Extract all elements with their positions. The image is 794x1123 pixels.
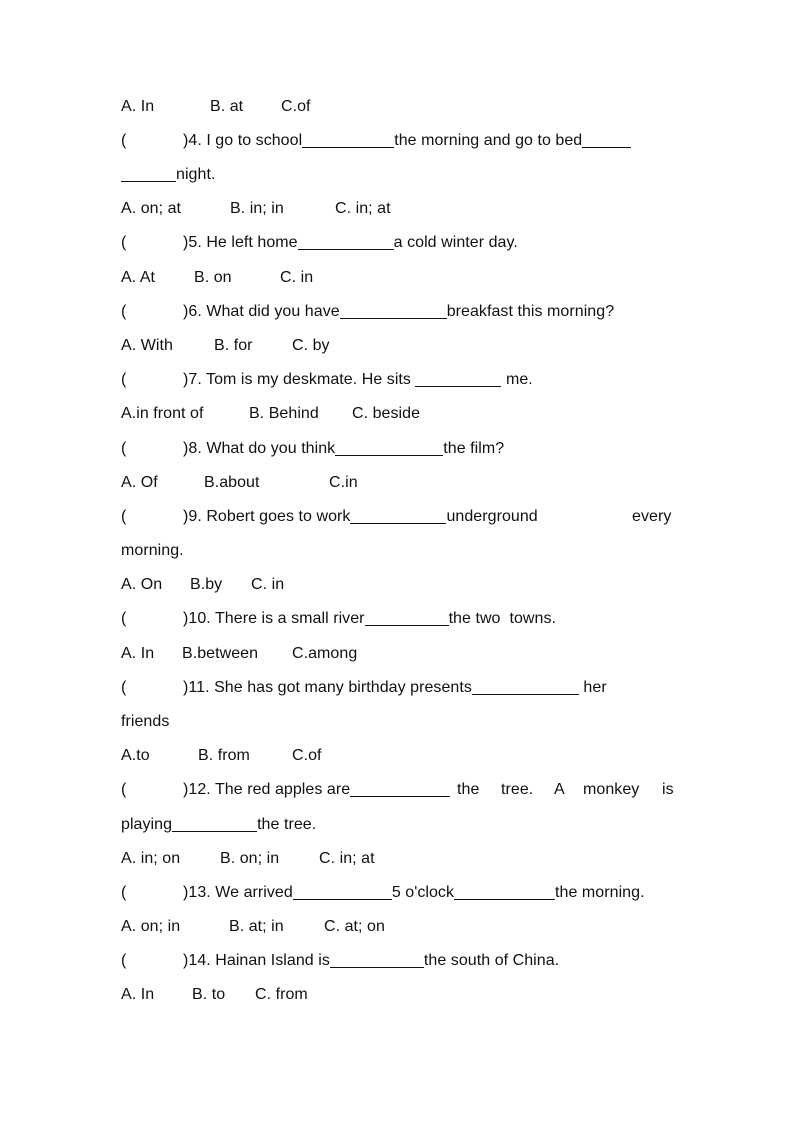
q12-option-b: B. on; in <box>220 850 280 867</box>
q14-options <box>121 983 308 1007</box>
q14-lead: )14. Hainan Island is <box>183 952 330 969</box>
q4-option-b: B. in; in <box>230 200 284 217</box>
q6-question <box>121 300 615 324</box>
q13-lead: )13. We arrived <box>183 884 293 901</box>
q10-option-c: C.among <box>292 645 358 662</box>
q6-lead: )6. What did you have <box>183 303 340 320</box>
q9-option-c: C. in <box>251 576 285 593</box>
q4-blank-2-cont <box>121 163 176 182</box>
q5-option-c: C. in <box>280 269 314 286</box>
q6-end: breakfast this morning? <box>446 303 615 320</box>
q14-option-b: B. to <box>192 986 226 1003</box>
q7-end: me. <box>501 371 533 388</box>
q5-answer-paren: ( <box>121 234 127 251</box>
q10-options <box>121 642 358 666</box>
q12-word-the: the <box>457 781 480 798</box>
q14-answer-paren: ( <box>121 952 127 969</box>
q8-lead: )8. What do you think <box>183 440 336 457</box>
q13-options <box>121 915 385 939</box>
q14-blank <box>330 949 424 968</box>
q10-lead: )10. There is a small river <box>183 610 365 627</box>
q7-blank <box>415 368 501 387</box>
q13-end: the morning. <box>555 884 645 901</box>
q6-option-a: A. With <box>121 337 173 354</box>
q4-end: night. <box>176 166 216 183</box>
q4-blank-1 <box>302 129 394 148</box>
q8-option-a: A. Of <box>121 474 158 491</box>
q11-answer-paren: ( <box>121 679 127 696</box>
q9-lead: )9. Robert goes to work <box>183 508 351 525</box>
q5-option-a: A. At <box>121 269 156 286</box>
q12-blank-1 <box>350 778 450 797</box>
q12-question <box>121 778 674 802</box>
q13-option-a: A. on; in <box>121 918 181 935</box>
q11-option-a: A.to <box>121 747 150 764</box>
q10-option-b: B.between <box>182 645 259 662</box>
q11-blank <box>472 676 579 695</box>
q11-end: her <box>578 679 607 696</box>
q9-continuation: morning. <box>121 542 184 559</box>
q9-blank <box>350 505 446 524</box>
q10-answer-paren: ( <box>121 610 127 627</box>
q5-options <box>121 266 314 290</box>
q9-tail: every <box>632 508 672 525</box>
q11-question <box>121 676 607 700</box>
q14-question <box>121 949 560 973</box>
q5-lead: )5. He left home <box>183 234 298 251</box>
q12-word-tree: tree. <box>501 781 534 798</box>
q14-option-a: A. In <box>121 986 155 1003</box>
q8-option-c: C.in <box>329 474 358 491</box>
q11-continuation: friends <box>121 713 170 730</box>
q10-question <box>121 607 557 631</box>
q3-option-b: B. at <box>210 98 244 115</box>
q13-mid: 5 o'clock <box>391 884 455 901</box>
q4-options <box>121 197 391 221</box>
q7-lead: )7. Tom is my deskmate. He sits <box>183 371 416 388</box>
q5-end: a cold winter day. <box>393 234 518 251</box>
q5-blank <box>298 231 394 250</box>
q6-option-b: B. for <box>214 337 253 354</box>
q13-blank-1 <box>293 881 392 900</box>
q12-word-is: is <box>662 781 674 798</box>
q10-blank <box>365 607 449 626</box>
q8-answer-paren: ( <box>121 440 127 457</box>
q12-continuation <box>121 813 316 837</box>
q12-cont-lead: playing <box>121 816 173 833</box>
q12-blank-2 <box>172 813 257 832</box>
q10-end: the two towns. <box>448 610 557 627</box>
q4-answer-paren: ( <box>121 132 127 149</box>
q13-question <box>121 881 645 905</box>
q12-lead: )12. The red apples are <box>183 781 351 798</box>
q12-option-c: C. in; at <box>319 850 375 867</box>
q9-question <box>121 505 674 529</box>
q5-option-b: B. on <box>194 269 232 286</box>
q7-option-c: C. beside <box>352 405 421 422</box>
q12-cont-end: the tree. <box>257 816 317 833</box>
q14-end: the south of China. <box>423 952 560 969</box>
q4-option-a: A. on; at <box>121 200 182 217</box>
q8-option-b: B.about <box>204 474 260 491</box>
q11-lead: )11. She has got many birthday presents <box>183 679 472 696</box>
q10-option-a: A. In <box>121 645 155 662</box>
q7-option-a: A.in front of <box>121 405 204 422</box>
q12-options <box>121 847 375 871</box>
q12-word-a: A <box>554 781 565 798</box>
q12-word-monkey: monkey <box>583 781 640 798</box>
q9-answer-paren: ( <box>121 508 127 525</box>
q4-question <box>121 129 674 153</box>
q6-option-c: C. by <box>292 337 330 354</box>
q8-question <box>121 437 505 461</box>
q13-blank-2 <box>454 881 555 900</box>
q14-option-c: C. from <box>255 986 308 1003</box>
q4-mid: the morning and go to bed <box>394 132 583 149</box>
q3-option-c: C.of <box>281 98 311 115</box>
q8-options <box>121 471 358 495</box>
q7-question <box>121 368 533 392</box>
q6-options <box>121 334 330 358</box>
q4-lead: )4. I go to school <box>183 132 303 149</box>
q9-mid: underground <box>446 508 538 525</box>
q11-option-c: C.of <box>292 747 322 764</box>
q12-answer-paren: ( <box>121 781 127 798</box>
q13-answer-paren: ( <box>121 884 127 901</box>
q7-options <box>121 402 421 426</box>
q6-answer-paren: ( <box>121 303 127 320</box>
q9-option-b: B.by <box>190 576 223 593</box>
q7-option-b: B. Behind <box>249 405 319 422</box>
q8-end: the film? <box>443 440 505 457</box>
q4-option-c: C. in; at <box>335 200 391 217</box>
q7-answer-paren: ( <box>121 371 127 388</box>
q11-options <box>121 744 322 768</box>
q9-option-a: A. On <box>121 576 163 593</box>
q9-options <box>121 573 285 597</box>
q8-blank <box>335 437 443 456</box>
q4-blank-2 <box>582 129 631 148</box>
q3-option-a: A. In <box>121 98 155 115</box>
q6-blank <box>340 300 447 319</box>
q4-continuation <box>121 163 215 187</box>
q13-option-c: C. at; on <box>324 918 385 935</box>
q3-options <box>121 95 311 119</box>
q5-question <box>121 231 518 255</box>
q13-option-b: B. at; in <box>229 918 284 935</box>
q12-option-a: A. in; on <box>121 850 181 867</box>
q11-option-b: B. from <box>198 747 250 764</box>
